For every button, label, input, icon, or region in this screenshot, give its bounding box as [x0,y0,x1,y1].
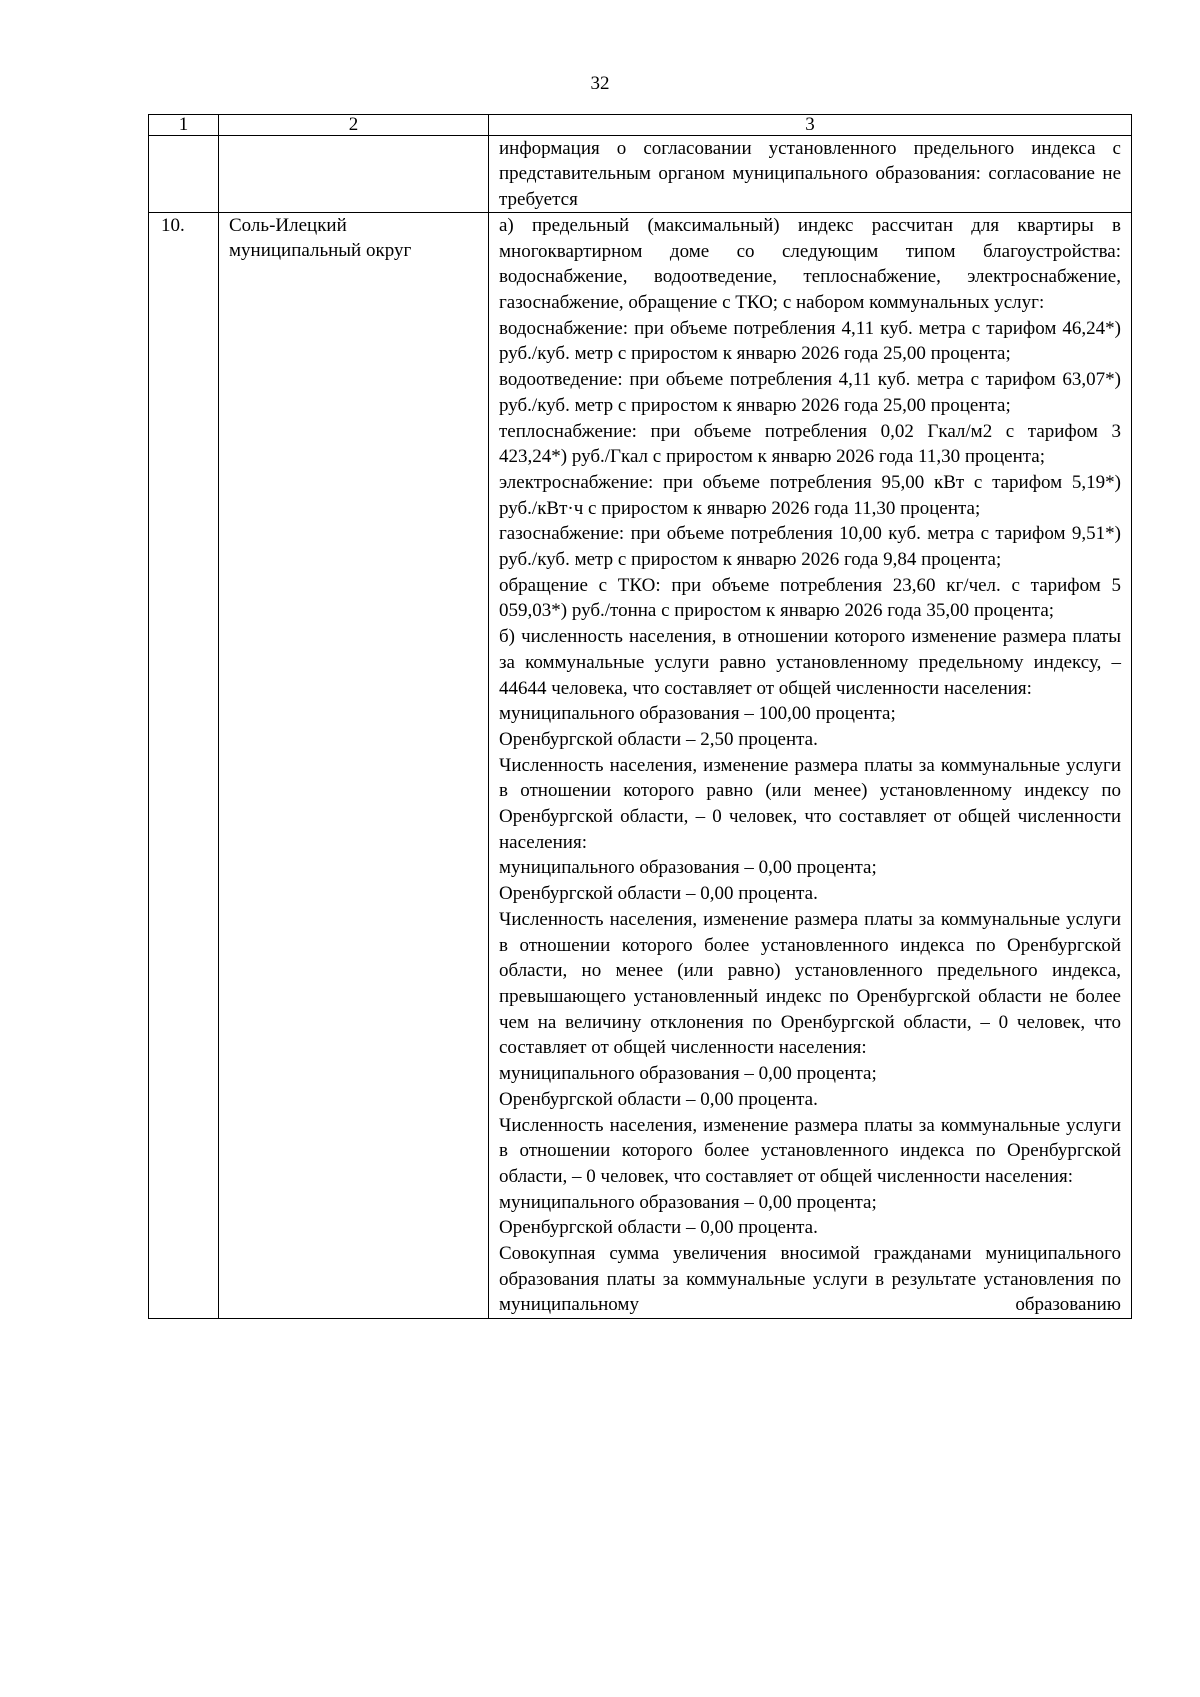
paragraph: Численность населения, изменение размера платы за коммунальные услуги в отношении которого равно (или менее) установленному индексу по Оренбургской области, – 0 человек, что составляет от общей численности населения: [499,754,1121,853]
paragraph: муниципального образования – 100,00 процента; [499,703,896,725]
paragraph: Оренбургской области – 0,00 процента. [499,1217,818,1239]
paragraph: муниципального образования – 0,00 процента; [499,1063,877,1085]
description-cell [489,212,1132,1318]
paragraph: Совокупная сумма увеличения вносимой гражданами муниципального образования платы за коммунальные услуги в результате установления по муниципальному образованию [499,1243,1121,1316]
paragraph: Оренбургской области – 0,00 процента. [499,883,818,905]
paragraph: водоотведение: при объеме потребления 4,11 куб. метра с тарифом 63,07*) руб./куб. метр с приростом к январю 2026 года 25,00 процента; [499,369,1121,416]
paragraph: муниципального образования – 0,00 процента; [499,1191,877,1213]
paragraph: водоснабжение: при объеме потребления 4,11 куб. метра с тарифом 46,24*) руб./куб. метр с приростом к январю 2026 года 25,00 процента; [499,317,1121,365]
page-number: 32 [590,73,610,94]
paragraph: Оренбургской области – 2,50 процента. [499,728,818,750]
paragraph: Численность населения, изменение размера платы за коммунальные услуги в отношении которого более установленного индекса по Оренбургской области, но менее (или равно) установленного предельного индекса, превышающего установленный индекс по Оренбургской области не более чем на величину отклонения по Оренбургской области, – 0 человек, что составляет от общей численности населения: [499,908,1121,1059]
continuation-empty-cell-2 [219,136,489,213]
paragraph: электроснабжение: при объеме потребления 95,00 кВт с тарифом 5,19*) руб./кВт·ч с приростом к январю 2026 года 11,30 процента; [499,471,1121,519]
paragraph: Численность населения, изменение размера платы за коммунальные услуги в отношении которого более установленного индекса по Оренбургской области, – 0 человек, что составляет от общей численности населения: [499,1114,1121,1187]
header-cell-1: 1 [149,115,219,136]
paragraph: теплоснабжение: при объеме потребления 0,02 Гкал/м2 с тарифом 3 423,24*) руб./Гкал с приростом к январю 2026 года 11,30 процента; [499,420,1121,468]
continuation-paragraph: информация о согласовании установленного предельного индекса с представительным органом муниципального образования: согласование не требуется [499,138,1121,210]
header-cell-2: 2 [219,115,489,136]
paragraph: а) предельный (максимальный) индекс рассчитан для квартиры в многоквартирном доме со следующим типом благоустройства: водоснабжение, водоотведение, теплоснабжение, электроснабжение, газоснабжение, обращение с ТКО; с набором коммунальных услуг: [499,214,1121,313]
paragraph: газоснабжение: при объеме потребления 10,00 куб. метра с тарифом 9,51*) руб./куб. метр с приростом к январю 2026 года 9,84 процента; [499,523,1121,571]
continuation-text-cell [489,136,1132,213]
header-cell-3: 3 [489,115,1132,136]
continuation-empty-cell-1 [149,136,219,213]
row-number-cell: 10. [149,212,219,1318]
municipality-cell: Соль-Илецкий муниципальный округ [219,212,489,1318]
table-row-10 [149,212,1132,1318]
table-row-continuation [149,136,1132,213]
paragraph: муниципального образования – 0,00 процента; [499,857,877,879]
paragraph: Оренбургской области – 0,00 процента. [499,1088,818,1110]
table-header-row [149,115,1132,136]
paragraph: обращение с ТКО: при объеме потребления 23,60 кг/чел. с тарифом 5 059,03*) руб./тонна с приростом к январю 2026 года 35,00 процента; [499,574,1121,622]
document-table [148,114,1132,1319]
paragraph: б) численность населения, в отношении которого изменение размера платы за коммунальные услуги равно установленному предельному индексу, – 44644 человека, что составляет от общей численности населения: [499,626,1121,699]
